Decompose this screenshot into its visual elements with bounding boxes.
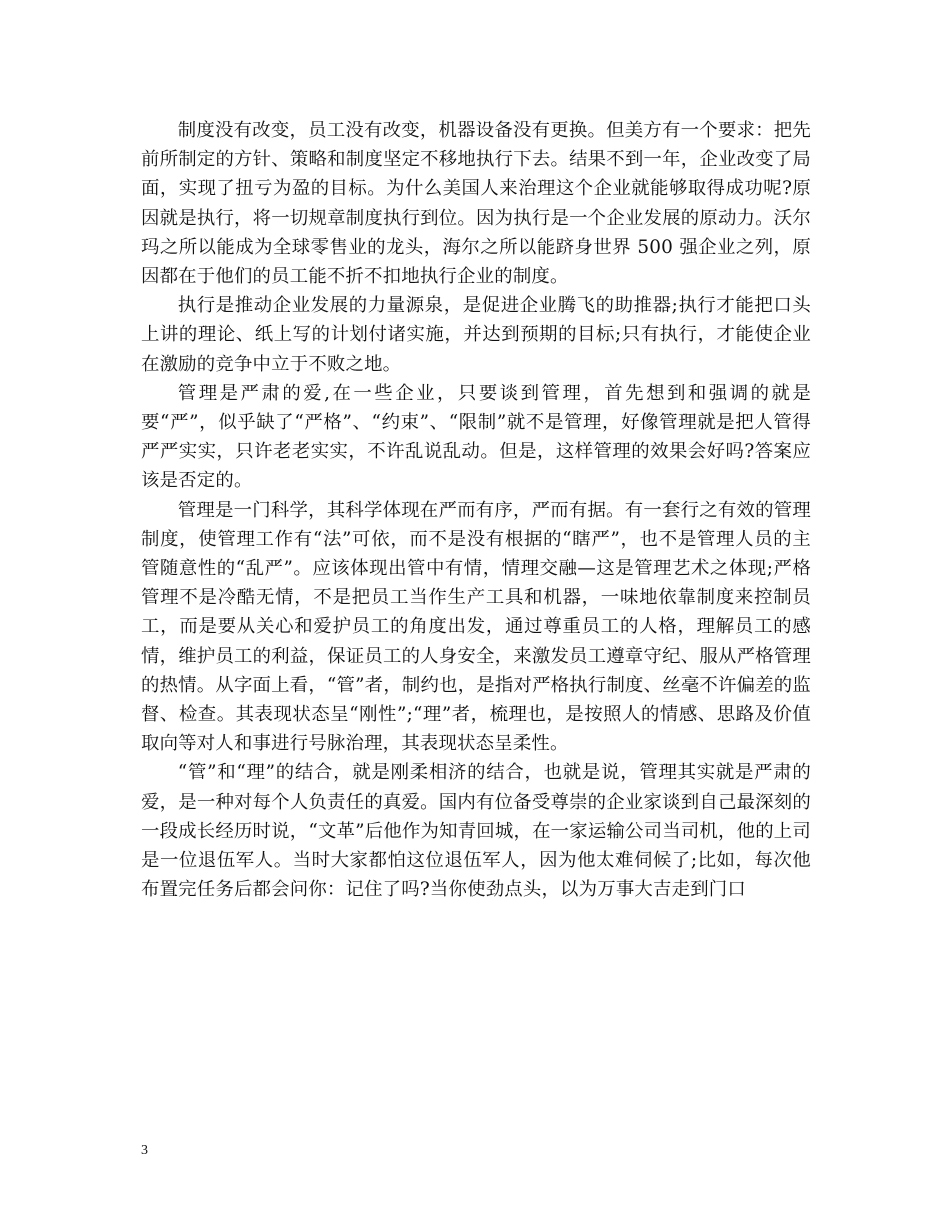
paragraph-1: 制度没有改变，员工没有改变，机器设备没有更换。但美方有一个要求：把先前所制定的方针、策略和制度坚定不移地执行下去。结果不到一年，企业改变了局面，实现了扭亏为盈的目标。为什么美国人来治理这个企业就能够取得成功呢?原因就是执行，将一切规章制度执行到位。因为执行是一个企业发展的原动力。沃尔玛之所以能成为全球零售业的龙头，海尔之所以能跻身世界 500 强企业之列，原因都在于他们的员工能不折不扣地执行企业的制度。: [141, 120, 811, 288]
paragraph-5: “管”和“理”的结合，就是刚柔相济的结合，也就是说，管理其实就是严肃的爱，是一种对每个人负责任的真爱。国内有位备受尊崇的企业家谈到自己最深刻的一段成长经历时说，“文革”后他作为知青回城，在一家运输公司当司机，他的上司是一位退伍军人。当时大家都怕这位退伍军人，因为他太难伺候了;比如，每次他布置完任务后都会问你：记住了吗?当你使劲点头，以为万事大吉走到门口: [141, 762, 811, 901]
paragraph-4: 管理是一门科学，其科学体现在严而有序，严而有据。有一套行之有效的管理制度，使管理工作有“法”可依，而不是没有根据的“瞎严”，也不是管理人员的主管随意性的“乱严”。应该体现出管中有情，情理交融—这是管理艺术之体现;严格管理不是冷酷无情，不是把员工当作生产工具和机器，一味地依靠制度来控制员工，而是要从关心和爱护员工的角度出发，通过尊重员工的人格，理解员工的感情，维护员工的利益，保证员工的人身安全，来激发员工遵章守纪、服从严格管理的热情。从字面上看，“管”者，制约也，是指对严格执行制度、丝毫不许偏差的监督、检查。其表现状态呈“刚性”;“理”者，梳理也，是按照人的情感、思路及价值取向等对人和事进行号脉治理，其表现状态呈柔性。: [141, 499, 811, 755]
page-number: 3: [141, 1143, 148, 1158]
paragraph-3: 管理是严肃的爱,在一些企业，只要谈到管理，首先想到和强调的就是要“严”，似乎缺了“严格”、“约束”、“限制”就不是管理，好像管理就是把人管得严严实实，只许老老实实，不许乱说乱动。但是，这样管理的效果会好吗?答案应该是否定的。: [141, 382, 811, 492]
paragraph-2: 执行是推动企业发展的力量源泉，是促进企业腾飞的助推器;执行才能把口头上讲的理论、纸上写的计划付诸实施，并达到预期的目标;只有执行，才能使企业在激励的竞争中立于不败之地。: [141, 295, 811, 375]
body-text: [141, 116, 811, 904]
